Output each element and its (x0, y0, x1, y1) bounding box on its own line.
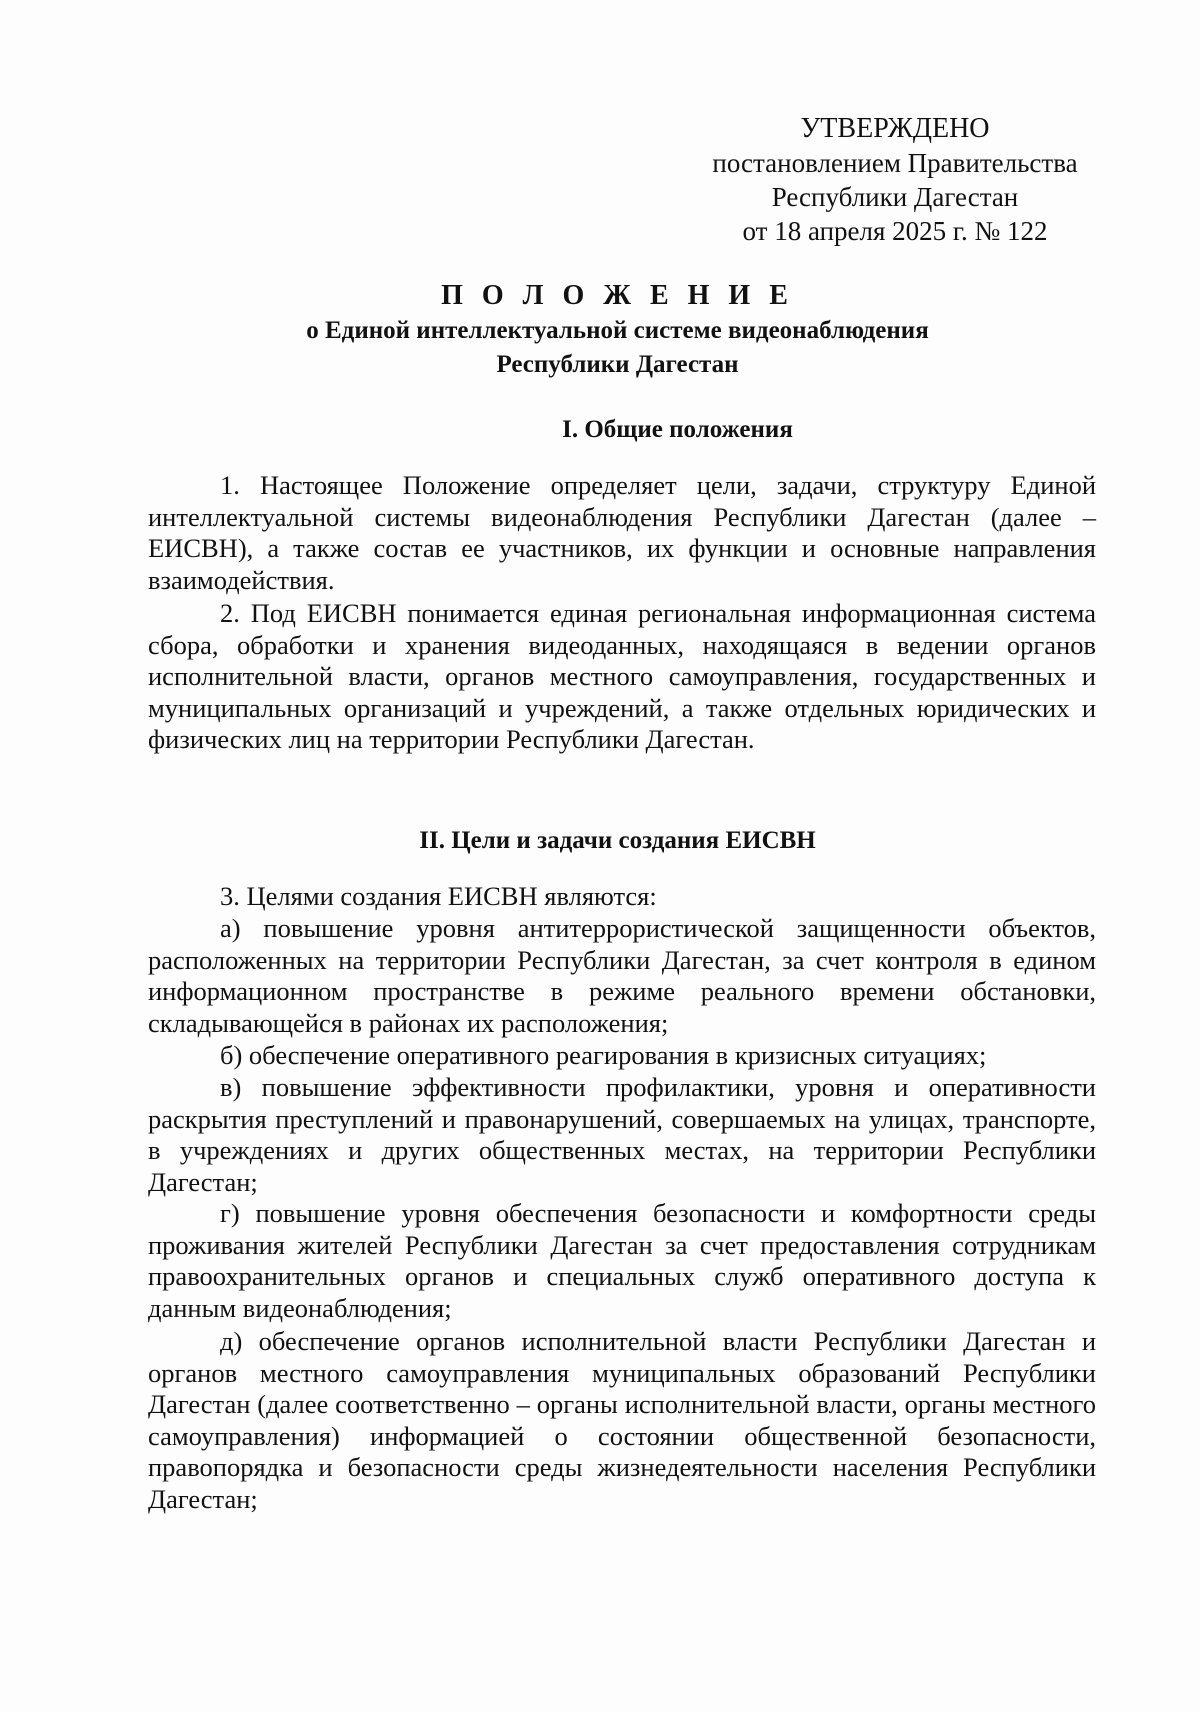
paragraph-1: 1. Настоящее Положение определяет цели, задачи, структуру Единой интеллектуальной системы видеонаблюдения Республики Дагестан (далее – ЕИСВН), а также состав ее участников, их функции и основные направления взаимодействия. (148, 470, 1096, 595)
approval-heading: УТВЕРЖДЕНО (800, 113, 990, 144)
paragraph-3b: б) обеспечение оперативного реагирования в кризисных ситуациях; (220, 1040, 987, 1070)
paragraph-3: 3. Целями создания ЕИСВН являются: (220, 881, 657, 911)
document-subtitle-line-1: о Единой интеллектуальной системе видеонаблюдения (306, 317, 929, 344)
approval-authority: постановлением Правительства (712, 148, 1078, 178)
section-heading-general: I. Общие положения (562, 416, 793, 443)
paragraph-3v: в) повышение эффективности профилактики, уровня и оперативности раскрытия преступлений и правонарушений, совершаемых на улицах, транспорте, в учреждениях и других общественных местах, на территории Республики Дагестан; (148, 1072, 1096, 1197)
paragraph-3a: а) повышение уровня антитеррористической защищенности объектов, расположенных на территории Республики Дагестан, за счет контроля в едином информационном пространстве в режиме реального времени обстановки, складывающейся в районах их расположения; (148, 913, 1096, 1038)
approval-stamp (695, 112, 1095, 248)
document-subtitle-line-2: Республики Дагестан (496, 351, 739, 378)
document-title-block (140, 278, 1095, 382)
section-heading-goals: II. Цели и задачи создания ЕИСВН (419, 827, 816, 854)
paragraph-3d: д) обеспечение органов исполнительной власти Республики Дагестан и органов местного самоуправления муниципальных образований Республики Дагестан (далее соответственно – органы исполнительной власти, органы местного самоуправления) информацией о состоянии общественной безопасности, правопорядка и безопасности среды жизнедеятельности населения Республики Дагестан; (148, 1326, 1096, 1514)
approval-date-number: от 18 апреля 2025 г. № 122 (742, 216, 1048, 246)
document-title: П О Л О Ж Е Н И Е (441, 280, 794, 311)
paragraph-2: 2. Под ЕИСВН понимается единая региональная информационная система сбора, обработки и хранения видеоданных, находящаяся в ведении органов исполнительной власти, органов местного самоуправления, государственных и муниципальных организаций и учреждений, а также отдельных юридических и физических лиц на территории Республики Дагестан. (148, 598, 1096, 754)
paragraph-3g: г) повышение уровня обеспечения безопасности и комфортности среды проживания жителей Республики Дагестан за счет предоставления сотрудникам правоохранительных органов и специальных служб оперативного доступа к данным видеонаблюдения; (148, 1198, 1096, 1323)
approval-region: Республики Дагестан (771, 182, 1019, 212)
